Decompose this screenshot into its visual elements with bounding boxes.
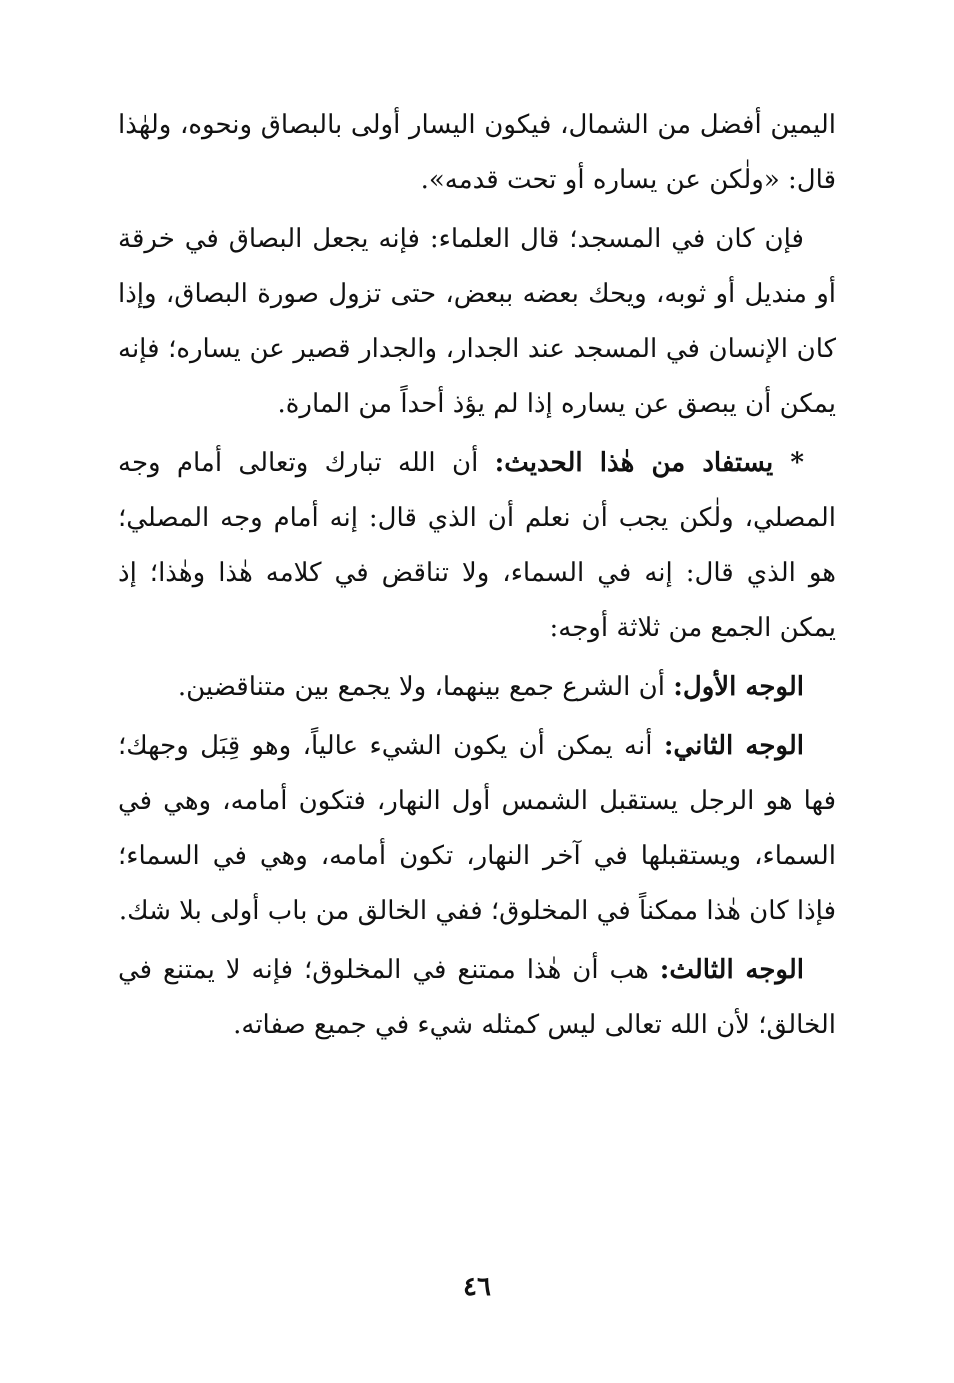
paragraph-4 xyxy=(118,660,836,715)
paragraph-1 xyxy=(118,98,836,208)
paragraph-lead: * يستفاد من هٰذا الحديث: xyxy=(494,448,804,478)
paragraph-text: اليمين أفضل من الشمال، فيكون اليسار أولى بالبصاق ونحوه، ولهٰذا قال: «ولٰكن عن يساره أو تحت قدمه». xyxy=(118,110,836,195)
page-body xyxy=(118,98,836,1057)
paragraph-3 xyxy=(118,436,836,656)
paragraph-text: أنه يمكن أن يكون الشيء عالياً، وهو قِبَل وجهك؛ فها هو الرجل يستقبل الشمس أول النهار، فتكون أمامه، وهي في السماء، ويستقبلها في آخر النهار، تكون أمامه، وهي في السماء؛ فإذا كان هٰذا ممكناً في المخلوق؛ ففي الخالق من باب أولى بلا شك. xyxy=(118,731,836,926)
paragraph-lead: الوجه الثالث: xyxy=(659,955,805,985)
page-number: ٤٦ xyxy=(463,1272,491,1302)
paragraph-text: أن الشرع جمع بينهما، ولا يجمع بين متناقضين. xyxy=(177,672,674,702)
paragraph-text: فإن كان في المسجد؛ قال العلماء: فإنه يجعل البصاق في خرقة أو منديل أو ثوبه، ويحك بعضه ببعض، حتى تزول صورة البصاق، وإذا كان الإنسان في المسجد عند الجدار، والجدار قصير عن يساره؛ فإنه يمكن أن يبصق عن يساره إذا لم يؤذ أحداً من المارة. xyxy=(118,224,836,419)
paragraph-text: أن الله تبارك وتعالى أمام وجه المصلي، ولٰكن يجب أن نعلم أن الذي قال: إنه أمام وجه المصلي؛ هو الذي قال: إنه في السماء، ولا تناقض في كلامه هٰذا وهٰذا؛ إذ يمكن الجمع من ثلاثة أوجه: xyxy=(118,448,836,643)
paragraph-2 xyxy=(118,212,836,432)
paragraph-6 xyxy=(118,943,836,1053)
paragraph-5 xyxy=(118,719,836,939)
paragraph-text: هب أن هٰذا ممتنع في المخلوق؛ فإنه لا يمتنع في الخالق؛ لأن الله تعالى ليس كمثله شيء في جميع صفاته. xyxy=(118,955,836,1040)
paragraph-lead: الوجه الثاني: xyxy=(663,731,804,761)
paragraph-lead: الوجه الأول: xyxy=(673,672,804,702)
